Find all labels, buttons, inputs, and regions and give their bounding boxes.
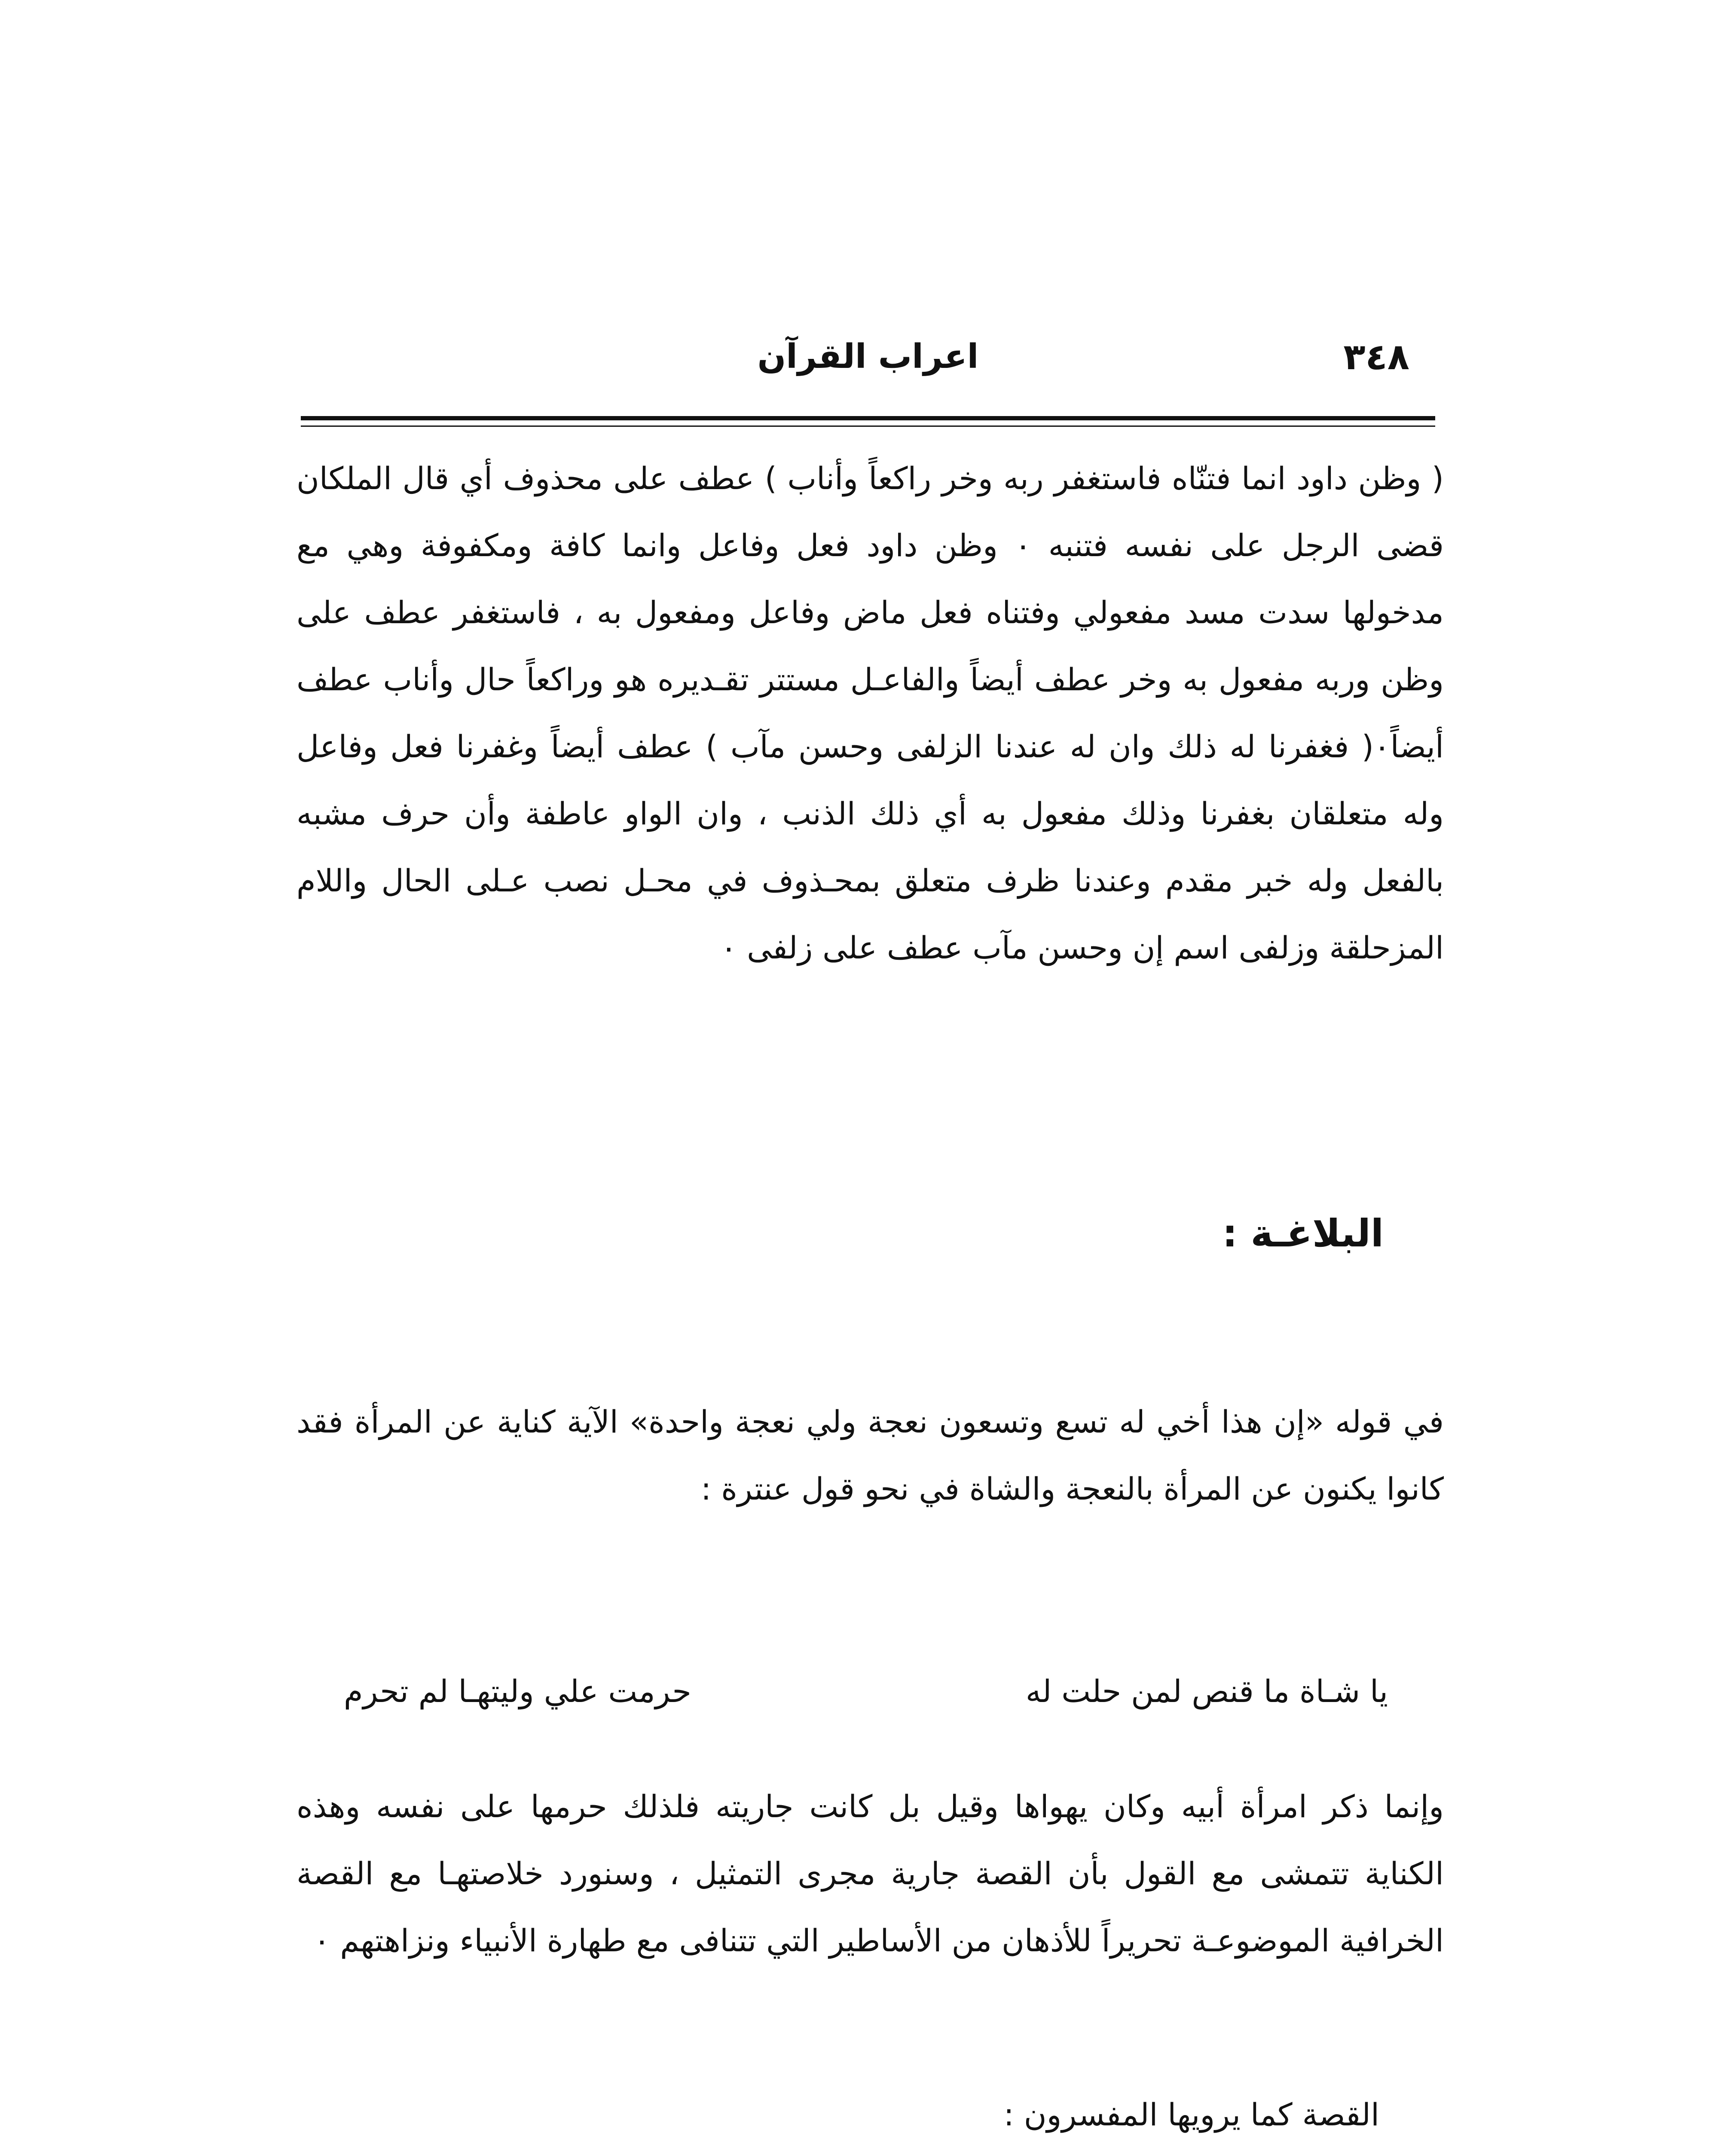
paragraph-kinaya: في قوله «إن هذا أخي له تسع وتسعون نعجة ولي نعجة واحدة» الآية كناية عن المرأة فقد كانوا يكنون عن المرأة بالنعجة والشاة في نحو قول عنترة : (296, 1404, 1444, 1507)
verse-hemistich-second: حرمت علي وليتهـا لم تحرم (344, 1673, 691, 1709)
section-heading-balagha: البلاغـة : (1222, 1211, 1384, 1255)
page-number: ٣٤٨ (1343, 336, 1409, 378)
running-title: اعراب القرآن (757, 337, 979, 376)
verse-hemistich-first: يا شـاة ما قنص لمن حلت له (1025, 1673, 1388, 1709)
paragraph-story-intro: وإنما ذكر امرأة أبيه وكان يهواها وقيل بل كانت جاريته فلذلك حرمها على نفسه وهذه الكناية تتمشى مع القول بأن القصة جارية مجرى التمثيل ، وسنورد خلاصتهـا مع القصة الخرافية الموضوعـة تحريراً للأذهان من الأساطير التي تتنافى مع طهارة الأنبياء ونزاهتهم ٠ (296, 1788, 1444, 1959)
header-rule-thin (301, 426, 1435, 427)
poetry-verse (296, 1661, 1444, 1721)
header-rule (301, 416, 1435, 420)
subheading-story: القصة كما يرويها المفسرون : (1003, 2097, 1379, 2133)
paragraph-grammar: ( وظن داود انما فتنّاه فاستغفر ربه وخر راكعاً وأناب ) عطف على محذوف أي قال الملكان قضى الرجل على نفسه فتنبه ٠ وظن داود فعل وفاعل وانما كافة ومكفوفة وهي مع مدخولها سدت مسد مفعولي وفتناه فعل ماض وفاعل ومفعول به ، فاستغفر عطف على وظن وربه مفعول به وخر عطف أيضاً والفاعـل مستتر تقـديره هو وراكعاً حال وأناب عطف أيضاً٠( فغفرنا له ذلك وان له عندنا الزلفى وحسن مآب ) عطف أيضاً وغفرنا فعل وفاعل وله متعلقان بغفرنا وذلك مفعول به أي ذلك الذنب ، وان الواو عاطفة وأن حرف مشبه بالفعل وله خبر مقدم وعندنا ظرف متعلق بمحـذوف في محـل نصب عـلى الحال واللام المزحلقة وزلفى اسم إن وحسن مآب عطف على زلفى ٠ (296, 460, 1444, 966)
page-header (301, 331, 1435, 383)
